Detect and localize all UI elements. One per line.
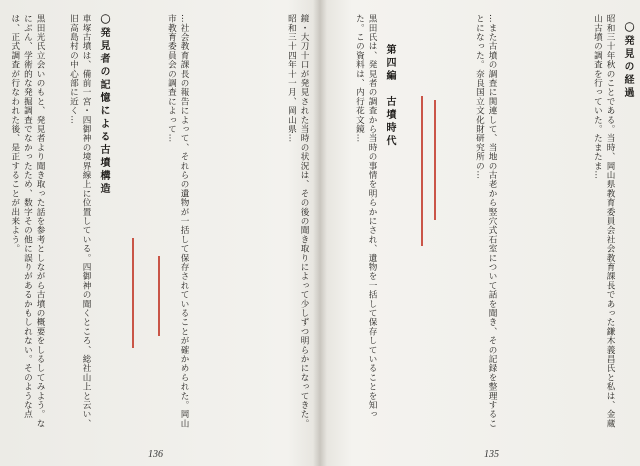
right-page — [324, 0, 640, 466]
right-body-2: …また古墳の調査に関連して、当地の古老から竪穴式石室について話を聞き、その記録を整理することになった。奈良国立文化財研究所の… — [474, 14, 497, 428]
red-ink-underline — [132, 238, 134, 348]
left-subheading: 〇発見者の記憶による古墳構造 — [98, 14, 109, 196]
right-section-heading: 〇発見の経過 — [622, 22, 633, 100]
left-body-1: 鏡・大刀十口が発見された当時の状況は、その後の聞き取りによって少しずつ明らかになってきた。昭和三十四年十一月、岡山県… — [286, 14, 309, 428]
red-ink-underline — [158, 256, 160, 336]
left-body-2: …社会教育課長の報告によって、それらの遺物が一括して保存されていることが確かめられた。岡山市教育委員会の調査によって… — [166, 14, 189, 428]
red-ink-underline — [434, 100, 436, 220]
left-body-4: 黒田光氏立会いのもと、発見者より聞き取った話を参考としながら古墳の概要をしるしてみよう。なにぶん、学術的な発掘調査でなかったため、数字その他に誤りがあるかもしれない。そのような点は、正式調査が行なわれた後、是正することが出来よう。 — [9, 14, 45, 428]
right-body-1: 昭和三十年秋のことである。当時、岡山県教育委員会社会教育課長であった鎌木義昌氏と私は、金蔵山古墳の調査を行っていた。たまたま… — [592, 14, 615, 428]
chapter-heading: 第四編 古墳時代 — [384, 44, 395, 148]
right-body-3: 黒田氏は、発見者の調査から当時の事情を明らかにされ、遺物を一括して保存していることを知った。この資料は、内行花文鏡… — [354, 14, 377, 419]
red-ink-underline — [421, 96, 423, 246]
page-number-right: 135 — [484, 449, 499, 460]
page-number-left: 136 — [148, 449, 163, 460]
left-page — [0, 0, 316, 466]
left-body-3: 車塚古墳は、備前一宮・四御神の境界線上に位置している。四御神の聞くところ、総社山上と云い、旧高島村の中心部に近く… — [68, 14, 91, 428]
